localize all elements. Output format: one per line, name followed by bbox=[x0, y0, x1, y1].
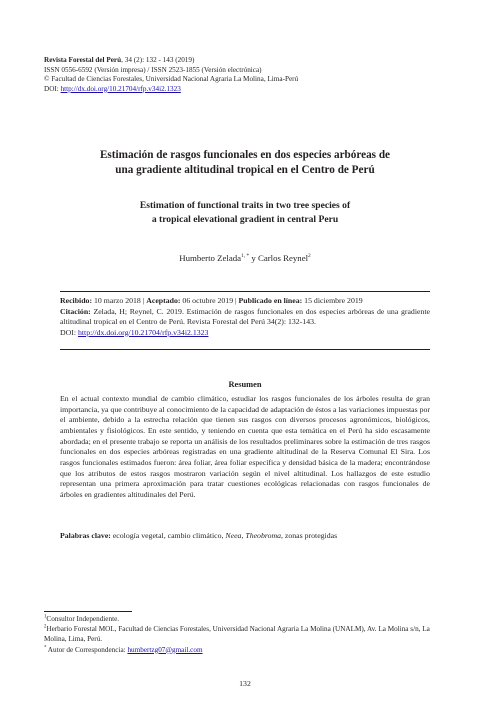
footnote-divider bbox=[44, 611, 132, 612]
keywords-separator: , bbox=[241, 531, 246, 540]
journal-volume: , 34 (2): 132 - 143 (2019) bbox=[121, 56, 195, 64]
footnote-2-text: Herbario Forestal MOL, Facultad de Ciencias Forestales, Universidad Nacional Agraria La Molina (UNALM), Av. La Molina s/n, La Molina, Lima, Perú. bbox=[44, 625, 430, 644]
dates-line bbox=[60, 296, 430, 307]
abstract-body: En el actual contexto mundial de cambio climático, estudiar los rasgos funcionales de los árboles resulta de gran importancia, ya que contribuye al conocimiento de la capacidad de adaptación de éstos a las variaciones impuestas por el ambiente, debido a la estrecha relación que tienen sus rasgos con diversos procesos agronómicos, biológicos, ambientales y fisiológicos. En este sentido, y teniendo en cuenta que esta temática en el Perú ha sido escasamente abordada; en el presente trabajo se reporta un análisis de los resultados preliminares sobre la estimación de tres rasgos funcionales en dos especies arbóreas registradas en una gradiente altitudinal de la Reserva Comunal El Sira. Los rasgos funcionales estimados fueron: área foliar, área foliar específica y densidad básica de la madera; encontrándose que los atributos de estos rasgos mostraron variación según el nivel altitudinal. Los hallazgos de este estudio representan una primera aproximación para tratar cuestiones ecológicas relacionadas con rasgos funcionales de árboles en gradientes altitudinales del Perú. bbox=[60, 394, 430, 499]
footnote-2 bbox=[44, 624, 446, 644]
journal-copyright: © Facultad de Ciencias Forestales, Universidad Nacional Agraria La Molina, Lima-Perú bbox=[44, 75, 299, 84]
citation-doi-label: DOI: bbox=[60, 327, 78, 337]
journal-header bbox=[44, 56, 454, 94]
author-2-affiliation: 2 bbox=[308, 253, 311, 260]
correspondence-email-link[interactable]: humbertzg07@gmail.com bbox=[127, 645, 203, 654]
abstract-heading: Resumen bbox=[228, 380, 262, 389]
journal-doi-line bbox=[44, 85, 454, 95]
keyword-neea: Neea bbox=[225, 531, 242, 540]
citation-label: Citación: bbox=[60, 306, 91, 316]
author-2: y Carlos Reynel bbox=[249, 253, 309, 263]
doi-label: DOI: bbox=[44, 84, 61, 93]
footnote-1-marker: 1 bbox=[44, 614, 47, 620]
footnote-3 bbox=[44, 645, 446, 655]
footnote-3-label: Autor de Correspondencia: bbox=[46, 645, 128, 654]
keywords-part-2: , zonas protegidas bbox=[281, 531, 338, 540]
footnote-1-text: Consultor Independiente. bbox=[46, 615, 120, 623]
journal-name: Revista Forestal del Perú bbox=[44, 56, 122, 64]
title-english-line-2: a tropical elevational gradient in central Peru bbox=[151, 214, 339, 225]
published-label: Publicado en línea: bbox=[238, 296, 303, 305]
author-1: Humberto Zelada bbox=[179, 253, 242, 263]
article-metadata bbox=[60, 296, 430, 338]
journal-doi-link[interactable]: http://dx.doi.org/10.21704/rfp.v34i2.1323 bbox=[60, 84, 181, 93]
accepted-date: 06 octubre 2019 | bbox=[180, 296, 239, 305]
citation-text: Zelada, H; Reynel, C. 2019. Estimación de rasgos funcionales en dos especies arbóreas de una gradiente altitudinal tropical en el Centro de Perú. Revista Forestal del Perú 34(2): 132-143. bbox=[60, 306, 430, 327]
citation-doi-line bbox=[60, 328, 430, 339]
footnote-3-marker: * bbox=[44, 645, 47, 651]
page-number: 132 bbox=[239, 679, 251, 688]
received-label: Recibido: bbox=[60, 296, 93, 305]
footnote-2-marker: 2 bbox=[44, 624, 47, 630]
keywords-part-1: ecología vegetal, cambio climático, bbox=[110, 531, 226, 540]
journal-citation-line bbox=[44, 56, 454, 66]
author-1-affiliation: 1, * bbox=[241, 253, 250, 260]
title-spanish-line-2: una gradiente altitudinal tropical en el Centro de Perú bbox=[115, 164, 375, 176]
accepted-label: Aceptado: bbox=[146, 296, 181, 305]
divider-top bbox=[60, 291, 430, 292]
citation-block bbox=[60, 307, 430, 328]
footnote-1 bbox=[44, 614, 446, 624]
keywords-label: Palabras clave: bbox=[60, 531, 111, 540]
title-spanish-line-1: Estimación de rasgos funcionales en dos especies arbóreas de bbox=[99, 149, 391, 161]
title-english bbox=[44, 199, 446, 227]
authors bbox=[44, 253, 446, 264]
divider-bottom bbox=[60, 349, 430, 350]
title-spanish bbox=[44, 148, 446, 178]
keywords bbox=[60, 531, 430, 542]
citation-doi-link[interactable]: http://dx.doi.org/10.21704/rfp.v34i2.1323 bbox=[77, 327, 209, 337]
keyword-theobroma: Theobroma bbox=[245, 531, 282, 540]
received-date: 10 marzo 2018 | bbox=[92, 296, 147, 305]
footnotes bbox=[44, 614, 446, 655]
title-english-line-1: Estimation of functional traits in two tree species of bbox=[139, 200, 351, 211]
published-date: 15 diciembre 2019 bbox=[302, 296, 363, 305]
journal-issn: ISSN 0556-6592 (Versión impresa) / ISSN 2523-1855 (Versión electrónica) bbox=[44, 65, 262, 74]
